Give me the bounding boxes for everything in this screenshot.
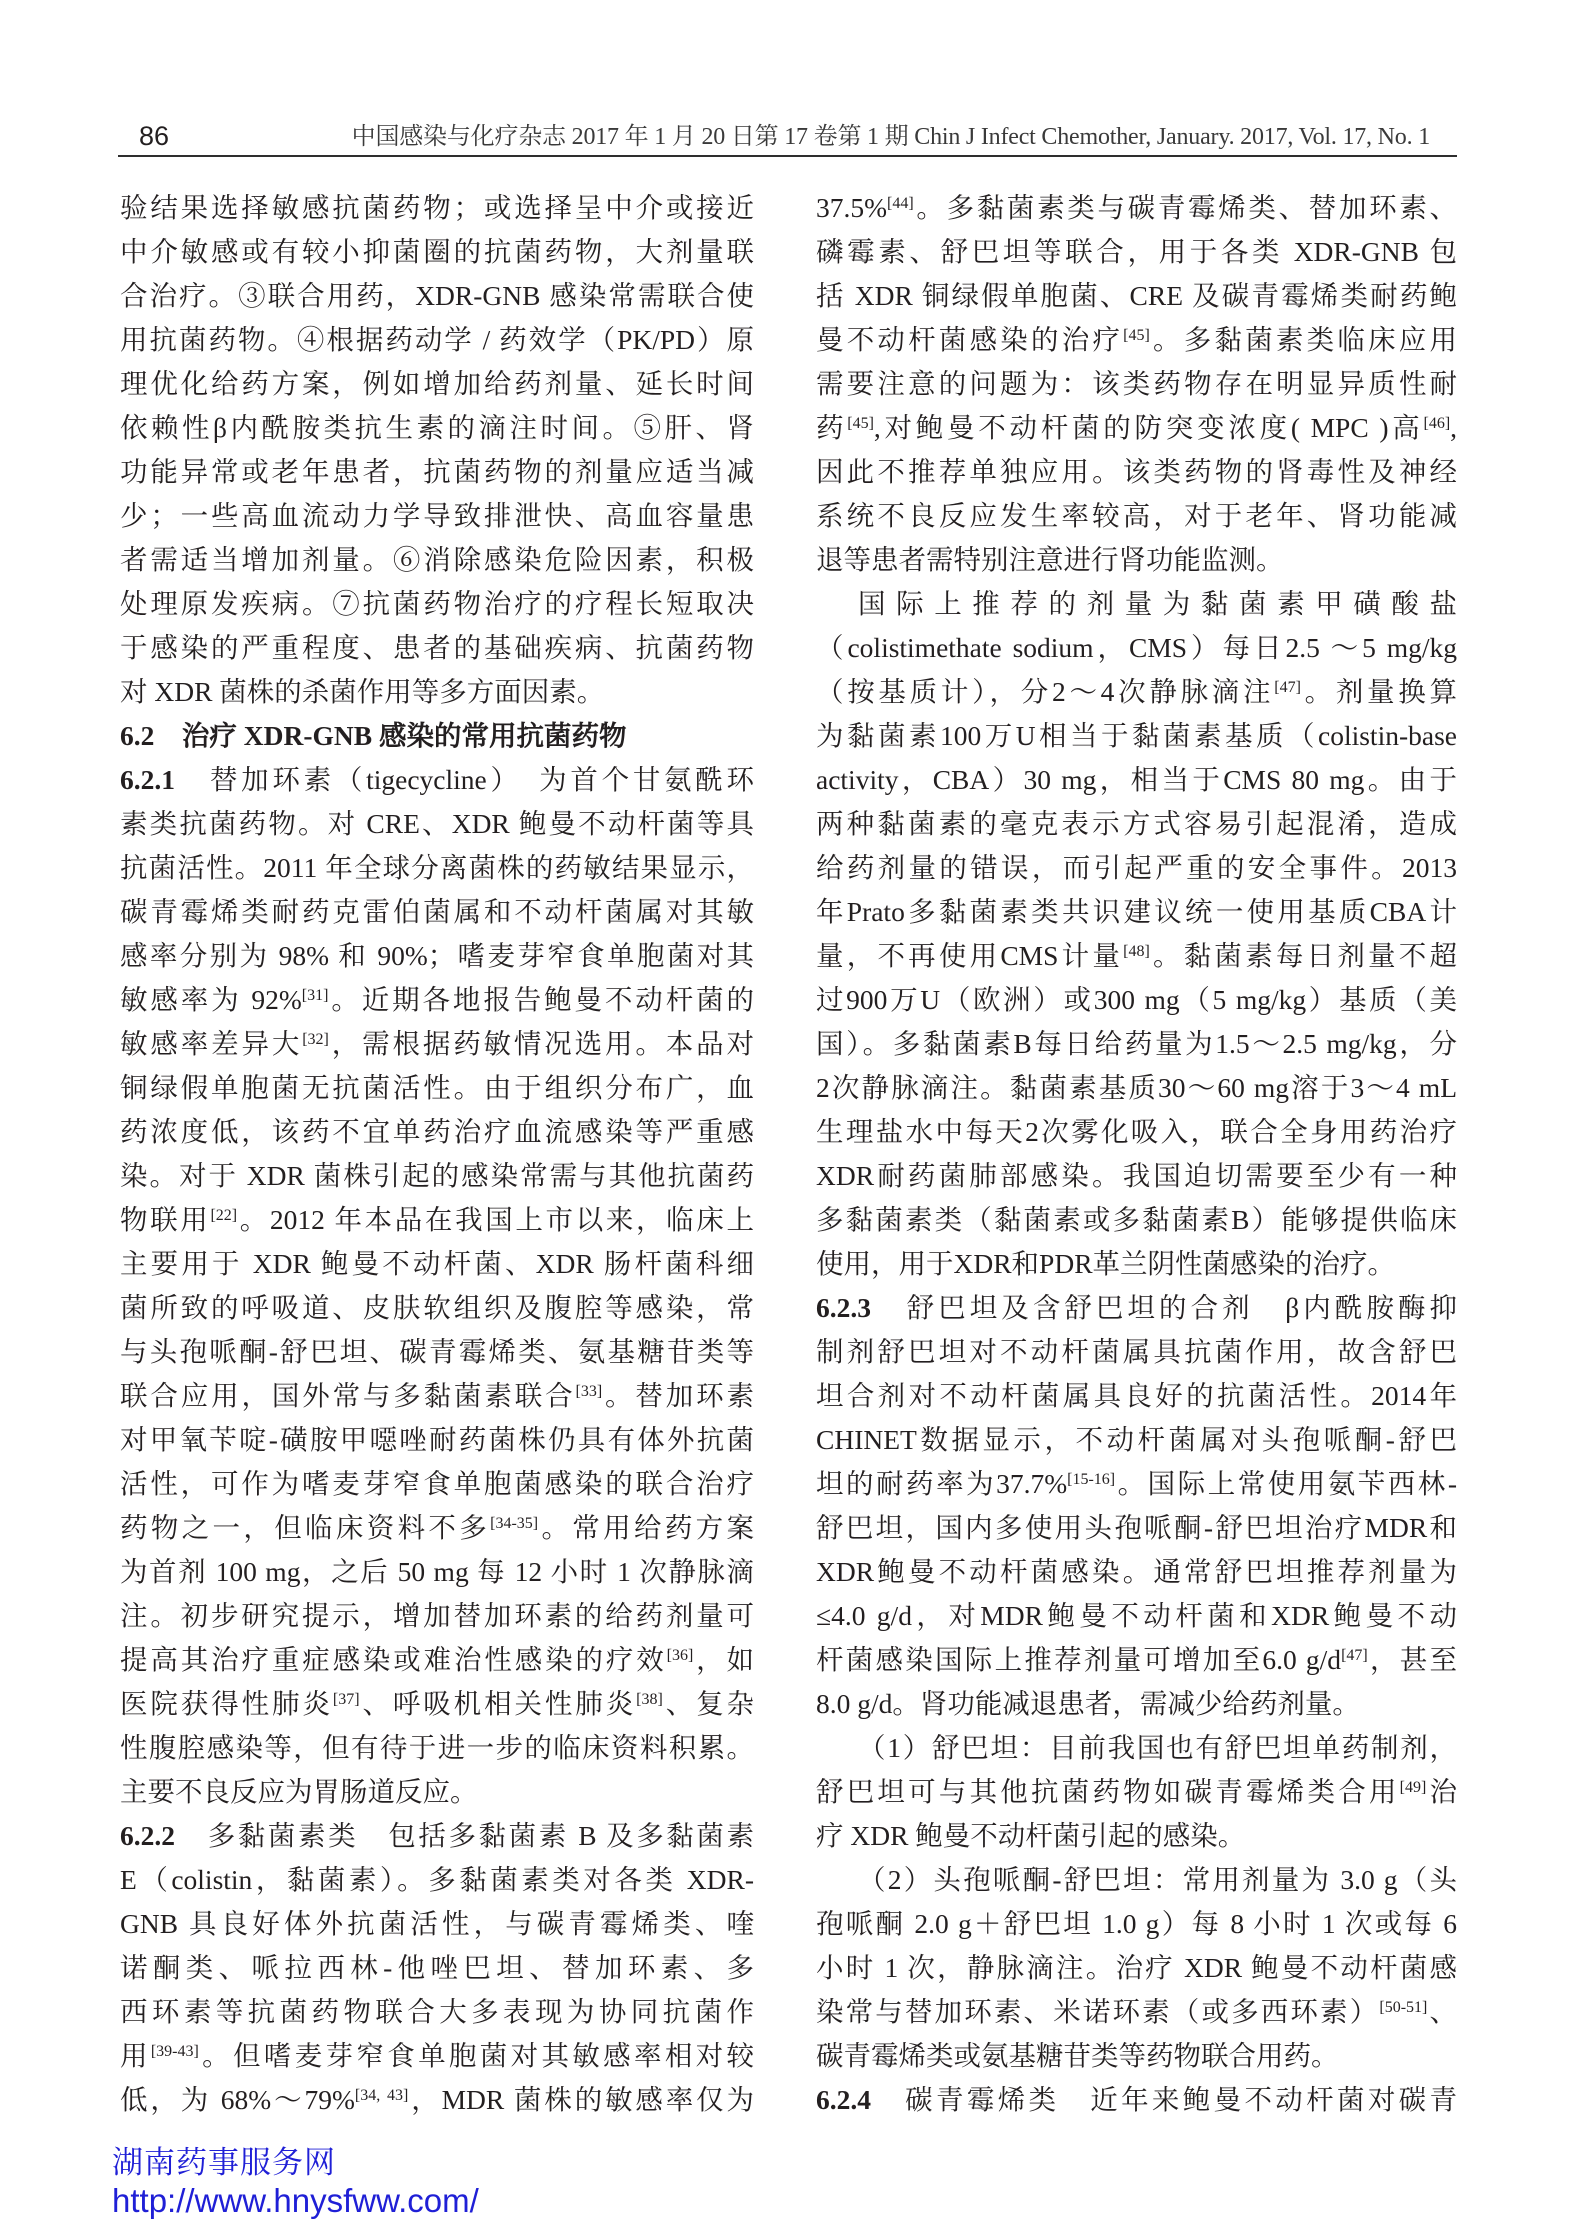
text-line: 用[39-43]。但嗜麦芽窄食单胞菌对其敏感率相对较 [120,2040,754,2071]
text-line: 理优化给药方案，例如增加给药剂量、延长时间 [120,368,754,399]
text-line: 系统不良反应发生率较高，对于老年、肾功能减 [816,500,1457,531]
text-line: 药物之一，但临床资料不多[34-35]。常用给药方案 [120,1512,754,1543]
text-line: 低，为 68%～79%[34, 43]，MDR 菌株的敏感率仅为 [120,2084,754,2115]
text-line: 西环素等抗菌药物联合大多表现为协同抗菌作 [120,1996,754,2027]
text-line: 曼不动杆菌感染的治疗[45]。多黏菌素类临床应用 [816,324,1457,355]
text-line: 给药剂量的错误，而引起严重的安全事件。2013 [816,852,1457,883]
text-line: 量，不再使用CMS计量[48]。黏菌素每日剂量不超 [816,940,1457,971]
text-line: 注。初步研究提示，增加替加环素的给药剂量可 [120,1600,754,1631]
citation-reference: [33] [575,1383,603,1401]
text-line: 对 XDR 菌株的杀菌作用等多方面因素。 [120,676,605,707]
text-line: 染常与替加环素、米诺环素（或多西环素）[50-51]、 [816,1996,1457,2027]
text-line: 杆菌感染国际上推荐剂量可增加至6.0 g/d[47]，甚至 [816,1644,1457,1675]
text-line: 两种黏菌素的毫克表示方式容易引起混淆，造成 [816,808,1457,839]
text-line: 磷霉素、舒巴坦等联合，用于各类 XDR-GNB 包 [816,236,1457,267]
citation-reference: [32] [302,1031,329,1049]
text-line: 37.5%[44]。多黏菌素类与碳青霉烯类、替加环素、 [816,192,1457,223]
text-line: 坦合剂对不动杆菌属具良好的抗菌活性。2014年 [816,1380,1457,1411]
section-heading [120,714,754,758]
text-line: 舒巴坦可与其他抗菌药物如碳青霉烯类合用[49]治 [816,1776,1457,1807]
text-line: 国）。多黏菌素B每日给药量为1.5～2.5 mg/kg，分 [816,1028,1457,1059]
text-line: 生理盐水中每天2次雾化吸入，联合全身用药治疗 [816,1116,1457,1147]
text-line: 6.2.3 舒巴坦及含舒巴坦的合剂 β内酰胺酶抑 [816,1292,1457,1323]
text-line: 菌所致的呼吸道、皮肤软组织及腹腔等感染，常 [120,1292,754,1323]
text-line: XDR鲍曼不动杆菌感染。通常舒巴坦推荐剂量为 [816,1556,1457,1587]
section-heading-text: 6.2 治疗 XDR-GNB 感染的常用抗菌药物 [120,720,627,751]
text-line: 于感染的严重程度、患者的基础疾病、抗菌药物 [120,632,754,663]
citation-reference: [39-43] [150,2043,199,2061]
text-line: 6.2.4 碳青霉烯类 近年来鲍曼不动杆菌对碳青 [816,2084,1457,2115]
text-line: 多黏菌素类（黏菌素或多黏菌素B）能够提供临床 [816,1204,1457,1235]
text-line: CHINET数据显示，不动杆菌属对头孢哌酮-舒巴 [816,1424,1457,1455]
citation-reference: [50-51] [1379,1999,1428,2017]
text-line: 药[45],对鲍曼不动杆菌的防突变浓度( MPC )高[46], [816,412,1457,443]
text-line: ≤4.0 g/d，对MDR鲍曼不动杆菌和XDR鲍曼不动 [816,1600,1457,1631]
text-line: 用抗菌药物。④根据药动学 / 药效学（PK/PD）原 [120,324,754,355]
text-line: activity，CBA）30 mg，相当于CMS 80 mg。由于 [816,764,1457,795]
text-line: XDR耐药菌肺部感染。我国迫切需要至少有一种 [816,1160,1457,1191]
citation-reference: [44] [887,195,914,213]
text-line: 需要注意的问题为：该类药物存在明显异质性耐 [816,368,1457,399]
text-line: 为黏菌素100万U相当于黏菌素基质（colistin-base [816,720,1457,751]
citation-reference: [37] [332,1691,360,1709]
text-line: 功能异常或老年患者，抗菌药物的剂量应适当减 [120,456,754,487]
text-line: 敏感率差异大[32]，需根据药敏情况选用。本品对 [120,1028,754,1059]
subsection-number: 6.2.4 [816,2084,871,2115]
text-line: 6.2.2 多黏菌素类 包括多黏菌素 B 及多黏菌素 [120,1820,754,1851]
subsection-number: 6.2.2 [120,1820,175,1851]
citation-reference: [47] [1341,1647,1368,1665]
text-line: 6.2.1 替加环素（tigecycline） 为首个甘氨酰环 [120,764,754,795]
text-line: 染。对于 XDR 菌株引起的感染常需与其他抗菌药 [120,1160,754,1191]
text-line: 提高其治疗重症感染或难治性感染的疗效[36]，如 [120,1644,754,1675]
text-line: 抗菌活性。2011 年全球分离菌株的药敏结果显示， [120,852,754,883]
citation-reference: [46] [1423,415,1451,433]
text-line: 依赖性β内酰胺类抗生素的滴注时间。⑤肝、肾 [120,412,754,443]
text-line: 验结果选择敏感抗菌药物；或选择呈中介或接近 [120,192,754,223]
text-line: （1）舒巴坦：目前我国也有舒巴坦单药制剂， [858,1732,1457,1763]
text-line: 舒巴坦，国内多使用头孢哌酮-舒巴坦治疗MDR和 [816,1512,1457,1543]
citation-reference: [31] [301,987,329,1005]
text-line: 孢哌酮 2.0 g＋舒巴坦 1.0 g）每 8 小时 1 次或每 6 [816,1908,1457,1939]
text-line: 性腹腔感染等，但有待于进一步的临床资料积累。 [120,1732,754,1763]
left-column [120,186,754,2122]
citation-reference: [15-16] [1067,1471,1116,1489]
right-column [816,186,1457,2122]
text-line: 坦的耐药率为37.7%[15-16]。国际上常使用氨苄西林- [816,1468,1457,1499]
text-line: 物联用[22]。2012 年本品在我国上市以来，临床上 [120,1204,754,1235]
text-line: 疗 XDR 鲍曼不动杆菌引起的感染。 [816,1820,1246,1851]
citation-reference: [38] [636,1691,663,1709]
text-line: （colistimethate sodium，CMS）每日2.5 ～5 mg/kg [816,632,1457,663]
text-line: 过900万U（欧洲）或300 mg（5 mg/kg）基质（美 [816,984,1457,1015]
page-number: 86 [139,121,170,151]
text-line: 8.0 g/d。肾功能减退患者，需减少给药剂量。 [816,1688,1360,1719]
text-line: 活性，可作为嗜麦芽窄食单胞菌感染的联合治疗 [120,1468,754,1499]
text-line: 2次静脉滴注。黏菌素基质30～60 mg溶于3～4 mL [816,1072,1457,1103]
text-line: 处理原发疾病。⑦抗菌药物治疗的疗程长短取决 [120,588,754,619]
text-line: 诺酮类、哌拉西林-他唑巴坦、替加环素、多 [120,1952,754,1983]
citation-reference: [45] [1123,327,1150,345]
citation-reference: [47] [1274,679,1301,697]
citation-reference: [34, 43] [354,2087,409,2105]
text-line: 年Prato多黏菌素类共识建议统一使用基质CBA计 [816,896,1457,927]
text-line: 联合应用，国外常与多黏菌素联合[33]。替加环素 [120,1380,754,1411]
watermark-url-link[interactable]: http://www.hnysfww.com/ [112,2182,479,2219]
watermark [112,2144,479,2220]
citation-reference: [49] [1399,1779,1427,1797]
text-line: （按基质计），分2～4次静脉滴注[47]。剂量换算 [816,676,1457,707]
citation-reference: [34-35] [490,1515,539,1533]
text-line: 少；一些高血流动力学导致排泄快、高血容量患 [120,500,754,531]
subsection-number: 6.2.3 [816,1292,871,1323]
text-line: 者需适当增加剂量。⑥消除感染危险因素，积极 [120,544,754,575]
text-line: 素类抗菌药物。对 CRE、XDR 鲍曼不动杆菌等具 [120,808,754,839]
text-line: 碳青霉烯类或氨基糖苷类等药物联合用药。 [816,2040,1339,2071]
text-line: 制剂舒巴坦对不动杆菌属具抗菌作用，故含舒巴 [816,1336,1457,1367]
header-rule [118,155,1457,157]
text-line: 主要不良反应为胃肠道反应。 [120,1776,478,1807]
text-line: 药浓度低，该药不宜单药治疗血流感染等严重感 [120,1116,754,1147]
text-line: 退等患者需特别注意进行肾功能监测。 [816,544,1284,575]
text-line: 因此不推荐单独应用。该类药物的肾毒性及神经 [816,456,1457,487]
text-line: 感率分别为 98% 和 90%；嗜麦芽窄食单胞菌对其 [120,940,754,971]
text-line: 医院获得性肺炎[37]、呼吸机相关性肺炎[38]、复杂 [120,1688,754,1719]
citation-reference: [45] [847,415,874,433]
text-line: 对甲氧苄啶-磺胺甲噁唑耐药菌株仍具有体外抗菌 [120,1424,754,1455]
text-line: 铜绿假单胞菌无抗菌活性。由于组织分布广，血 [120,1072,754,1103]
text-line: 使用，用于XDR和PDR革兰阴性菌感染的治疗。 [816,1248,1396,1279]
citation-reference: [36] [666,1647,694,1665]
text-line: 碳青霉烯类耐药克雷伯菌属和不动杆菌属对其敏 [120,896,754,927]
citation-reference: [22] [210,1207,238,1225]
text-line: 括 XDR 铜绿假单胞菌、CRE 及碳青霉烯类耐药鲍 [816,280,1457,311]
text-line: （2）头孢哌酮-舒巴坦：常用剂量为 3.0 g（头 [858,1864,1457,1895]
watermark-site-name: 湖南药事服务网 [112,2145,336,2180]
text-line: GNB 具良好体外抗菌活性，与碳青霉烯类、喹 [120,1908,754,1939]
text-line: 小时 1 次，静脉滴注。治疗 XDR 鲍曼不动杆菌感 [816,1952,1457,1983]
text-line: 合治疗。③联合用药，XDR-GNB 感染常需联合使 [120,280,754,311]
text-line: 国际上推荐的剂量为黏菌素甲磺酸盐 [858,588,1457,619]
text-line: 为首剂 100 mg，之后 50 mg 每 12 小时 1 次静脉滴 [120,1556,754,1587]
citation-reference: [48] [1123,943,1150,961]
subsection-number: 6.2.1 [120,764,175,795]
journal-citation: 中国感染与化疗杂志 2017 年 1 月 20 日第 17 卷第 1 期 Chin J Infect Chemother, January. 2017, Vol. 17, No. 1 [351,124,1430,150]
text-line: 敏感率为 92%[31]。近期各地报告鲍曼不动杆菌的 [120,984,754,1015]
text-line: 中介敏感或有较小抑菌圈的抗菌药物，大剂量联 [120,236,754,267]
text-line: 与头孢哌酮-舒巴坦、碳青霉烯类、氨基糖苷类等 [120,1336,754,1367]
text-line: 主要用于 XDR 鲍曼不动杆菌、XDR 肠杆菌科细 [120,1248,754,1279]
text-line: E（colistin，黏菌素）。多黏菌素类对各类 XDR- [120,1864,754,1895]
